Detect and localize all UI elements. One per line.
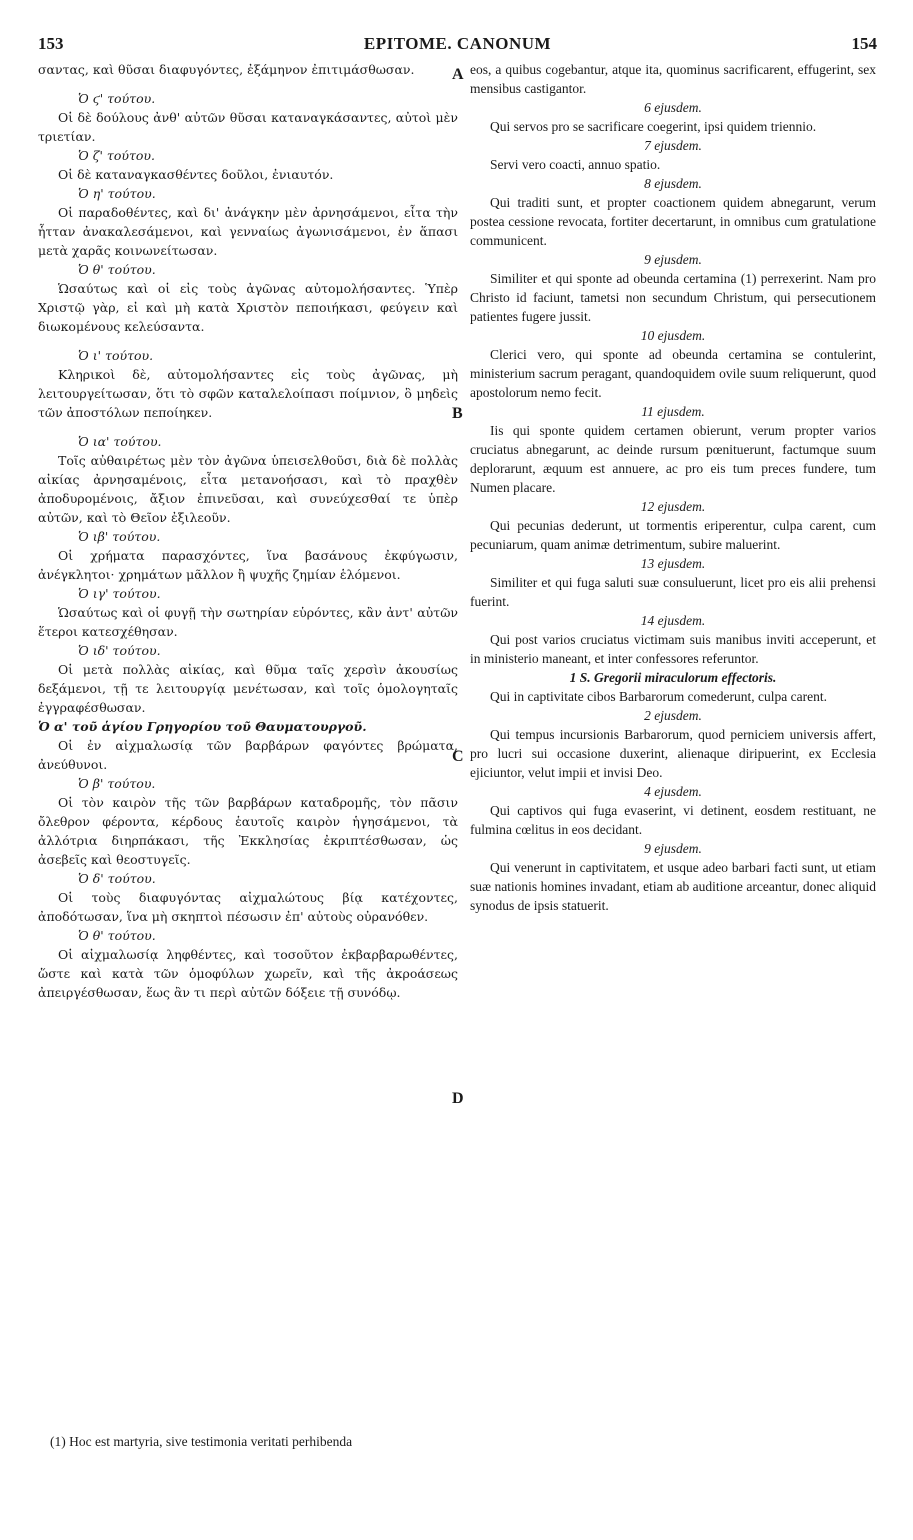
footnote: (1) Hoc est martyria, sive testimonia veritati perhibenda xyxy=(50,1434,353,1449)
latin-column xyxy=(470,60,876,915)
running-title: EPITOME. CANONUM xyxy=(363,34,552,53)
greek-column xyxy=(38,60,458,1002)
greek-paragraph: Ὡσαύτως καὶ οἱ φυγῇ τὴν σωτηρίαν εὑρόντες, κἂν ἀντ' αὐτῶν ἕτεροι κατεσχέθησαν. xyxy=(38,605,458,639)
latin-paragraph: Qui servos pro se sacrificare coegerint, ipsi quidem triennio. xyxy=(490,119,817,134)
latin-canon-heading: 14 ejusdem. xyxy=(640,613,706,628)
latin-section-heading: 1 S. Gregorii miraculorum effectoris. xyxy=(569,670,777,685)
greek-paragraph: Οἱ αἰχμαλωσίᾳ ληφθέντες, καὶ τοσοῦτον ἐκβαρβαρωθέντες, ὥστε καὶ κατὰ τῶν ὁμοφύλων χωρεῖν, καὶ τῆς ἀκροάσεως ἀπειργέσθωσαν, ἕως ἂν τι περὶ αὐτῶν δόξειε τῇ συνόδῳ. xyxy=(38,947,458,1000)
latin-canon-heading: 7 ejusdem. xyxy=(644,138,702,153)
greek-paragraph: Οἱ χρήματα παρασχόντες, ἵνα βασάνους ἐκφύγωσιν, ἀνέγκλητοι· χρημάτων μᾶλλον ἢ ψυχῆς ζημίαν ἑλόμενοι. xyxy=(38,548,458,582)
latin-paragraph: Qui pecunias dederunt, ut tormentis eriperentur, culpa carent, cum pecuniarum, quam animæ detrimentum, subire maluerint. xyxy=(470,518,876,552)
latin-paragraph: Similiter et qui sponte ad obeunda certamina (1) perrexerint. Nam pro Christo id faciunt, tametsi non secundum Christum, qui persecutionem patientes fugere jussit. xyxy=(470,271,876,324)
greek-canon-heading: Ὁ ιδ' τούτου. xyxy=(78,643,161,658)
greek-canon-heading: Ὁ ια' τούτου. xyxy=(78,434,162,449)
margin-marker-a: A xyxy=(452,66,464,83)
greek-canon-heading: Ὁ δ' τούτου. xyxy=(78,871,156,886)
latin-paragraph: Qui traditi sunt, et propter coactionem quidem abnegarunt, verum postea cessione revocata, fortiter decertarunt, in omnibus cum gratulatione communicent. xyxy=(470,195,876,248)
latin-paragraph: Qui in captivitate cibos Barbarorum comederunt, culpa carent. xyxy=(490,689,827,704)
margin-marker-d: D xyxy=(452,1090,464,1107)
greek-paragraph: Κληρικοὶ δὲ, αὐτομολήσαντες εἰς τοὺς ἀγῶνας, μὴ λειτουργείτωσαν, ὅτι τὸ σφῶν καταλελοίπασι ποίμνιον, ὃ μηδεὶς τῶν ἀποστόλων πεποίηκεν. xyxy=(38,367,458,420)
greek-canon-heading: Ὁ η' τούτου. xyxy=(78,186,156,201)
latin-paragraph: eos, a quibus cogebantur, atque ita, quominus sacrificarent, effugerint, sex mensibus castigantor. xyxy=(470,62,876,96)
latin-canon-heading: 13 ejusdem. xyxy=(640,556,706,571)
page-header xyxy=(38,34,877,58)
page-number-left: 153 xyxy=(38,34,64,53)
greek-paragraph: Οἱ ἐν αἰχμαλωσίᾳ τῶν βαρβάρων φαγόντες βρώματα, ἀνεύθυνοι. xyxy=(38,738,458,772)
greek-canon-heading: Ὁ ι' τούτου. xyxy=(78,348,154,363)
latin-canon-heading: 10 ejusdem. xyxy=(640,328,706,343)
latin-paragraph: Iis qui sponte quidem certamen obierunt, verum propter varios cruciatus abnegarunt, ac deinde rursum pœnituerunt, factumque suum deplorarunt, æquum est annuere, ac pro eis tum preces fundere, tum Numen placare. xyxy=(470,423,876,495)
latin-paragraph: Servi vero coacti, annuo spatio. xyxy=(490,157,661,172)
greek-paragraph: Οἱ τὸν καιρὸν τῆς τῶν βαρβάρων καταδρομῆς, τὸν πᾶσιν ὄλεθρον φέροντα, κέρδους ἑαυτοῖς καιρὸν ἡγησάμενοι, τὰ ἀλλότρια διηρπάκασι, τῆς Ἐκκλησίας ἐκριπτέσθωσαν, ὡς ἀσεβεῖς καὶ θεοστυγεῖς. xyxy=(38,795,458,867)
greek-paragraph: Τοῖς αὐθαιρέτως μὲν τὸν ἀγῶνα ὑπεισελθοῦσι, διὰ δὲ πολλὰς αἰκίας ἀρνησαμένοις, εἶτα μετανοήσασι, καὶ τὸ πραχθὲν ἀποδυρομένοις, ἄξιον ἐπινεῦσαι, καὶ συνεύχεσθαί τε ὑπὲρ αὐτῶν, καὶ τὸ Θεῖον ἐξιλεοῦν. xyxy=(38,453,458,525)
greek-paragraph: Οἱ παραδοθέντες, καὶ δι' ἀνάγκην μὲν ἀρνησάμενοι, εἶτα τὴν ἧτταν ἀνακαλεσάμενοι, καὶ γενναίως ἀγωνισάμενοι, ἐν ἅπασι μετὰ χαρᾶς κοινωνείτωσαν. xyxy=(38,205,458,258)
greek-section-heading: Ὁ α' τοῦ ἁγίου Γρηγορίου τοῦ Θαυματουργοῦ. xyxy=(38,719,367,734)
latin-canon-heading: 11 ejusdem. xyxy=(641,404,705,419)
latin-canon-heading: 9 ejusdem. xyxy=(644,841,702,856)
greek-paragraph: Οἱ τοὺς διαφυγόντας αἰχμαλώτους βίᾳ κατέχοντες, ἀποδότωσαν, ἵνα μὴ σκηπτοὶ πέσωσιν ἐπ' αὐτοὺς οὐρανόθεν. xyxy=(38,890,458,924)
latin-paragraph: Similiter et qui fuga saluti suæ consuluerunt, licet pro eis alii prehensi fuerint. xyxy=(470,575,876,609)
latin-paragraph: Qui tempus incursionis Barbarorum, quod perniciem universis affert, pro lucri sui occasione duxerint, alienaque diripuerint, ex Ecclesia ejiciuntor, velut impii et invisi Deo. xyxy=(470,727,876,780)
greek-canon-heading: Ὁ ιβ' τούτου. xyxy=(78,529,161,544)
margin-marker-c: C xyxy=(452,748,464,765)
latin-canon-heading: 6 ejusdem. xyxy=(644,100,702,115)
latin-paragraph: Qui post varios cruciatus victimam suis manibus inviti acceperunt, et in ministerio maneant, et inter confessores referuntor. xyxy=(470,632,876,666)
greek-paragraph: Οἱ δὲ καταναγκασθέντες δοῦλοι, ἐνιαυτόν. xyxy=(58,167,334,182)
latin-canon-heading: 8 ejusdem. xyxy=(644,176,702,191)
latin-canon-heading: 9 ejusdem. xyxy=(644,252,702,267)
latin-canon-heading: 2 ejusdem. xyxy=(644,708,702,723)
greek-canon-heading: Ὁ β' τούτου. xyxy=(78,776,156,791)
greek-canon-heading: Ὁ θ' τούτου. xyxy=(78,928,156,943)
latin-canon-heading: 12 ejusdem. xyxy=(640,499,706,514)
greek-canon-heading: Ὁ ζ' τούτου. xyxy=(78,148,155,163)
greek-paragraph: σαντας, καὶ θῦσαι διαφυγόντες, ἐξάμηνον ἐπιτιμάσθωσαν. xyxy=(38,62,415,77)
margin-marker-b: B xyxy=(452,405,463,422)
latin-paragraph: Qui venerunt in captivitatem, et usque adeo barbari facti sunt, ut etiam suæ nationis homines invadant, etiam ab auditione arceantur, donec aliquid synodus de ipsis statuerit. xyxy=(470,860,876,913)
greek-paragraph: Ὡσαύτως καὶ οἱ εἰς τοὺς ἀγῶνας αὐτομολήσαντες. Ὑπὲρ Χριστῷ γὰρ, εἰ καὶ μὴ κατὰ Χριστὸν πεποιήκασι, φεύγειν καὶ διωκομένους κελεύσαντα. xyxy=(38,281,458,334)
latin-canon-heading: 4 ejusdem. xyxy=(644,784,702,799)
greek-paragraph: Οἱ δὲ δούλους ἀνθ' αὐτῶν θῦσαι καταναγκάσαντες, αὐτοὶ μὲν τριετίαν. xyxy=(38,110,458,144)
greek-paragraph: Οἱ μετὰ πολλὰς αἰκίας, καὶ θῦμα ταῖς χερσὶν ἀκουσίως δεξάμενοι, τῇ τε λειτουργίᾳ μενέτωσαν, καὶ τοῖς ὁμολογηταῖς ἐγγραφέσθωσαν. xyxy=(38,662,458,715)
greek-canon-heading: Ὁ ϛ' τούτου. xyxy=(78,91,156,106)
latin-paragraph: Qui captivos qui fuga evaserint, vi detinent, eosdem restituant, ne fulmina cœlitus in eos decidant. xyxy=(470,803,876,837)
page-number-right: 154 xyxy=(851,34,877,53)
latin-paragraph: Clerici vero, qui sponte ad obeunda certamina se contulerint, ministerium sacrum peragant, quandoquidem ovile suum reliquerunt, quod apostolorum nemo fecit. xyxy=(470,347,876,400)
greek-canon-heading: Ὁ ιγ' τούτου. xyxy=(78,586,161,601)
greek-canon-heading: Ὁ θ' τούτου. xyxy=(78,262,156,277)
